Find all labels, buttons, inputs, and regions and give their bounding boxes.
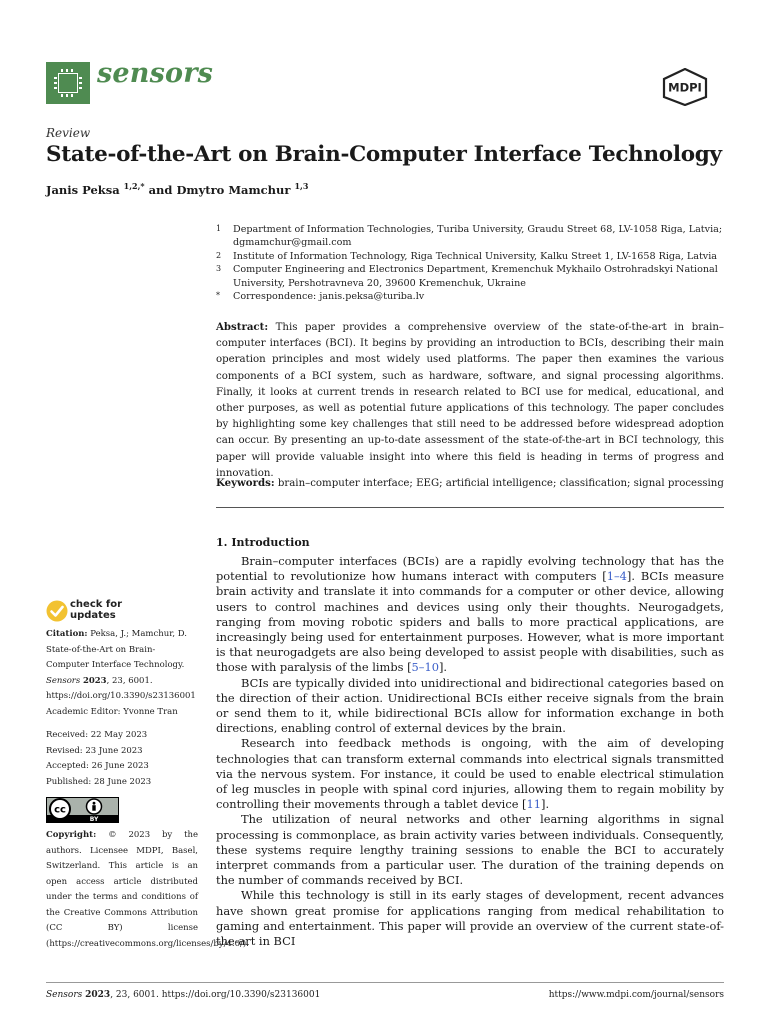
paragraph: Brain–computer interfaces (BCIs) are a rapidly evolving technology that has the potential to revolutionize how humans interact with computers [1–4]. BCIs measure brain activity and translate it into commands for a computer or other device, allowing users to control machines and devices using only their thoughts. Neurogadgets, ranging from moving robotic spiders and balls to more practical applications, are increasingly being used for entertainment purposes. However, what is more important is that neurogadgets are also being developed to assist people with disabilities, such as those with paralysis of the limbs [5–10].: [216, 554, 724, 675]
keywords-label: Keywords:: [216, 477, 275, 489]
affiliation-text: Computer Engineering and Electronics Department, Kremenchuk Mykhailo Ostrohradskyi National University, Pershotravneva 20, 39600 Kremenchuk, Ukraine: [233, 264, 718, 289]
affiliation-item: [216, 290, 726, 303]
affiliation-number: 3: [216, 264, 222, 274]
citation-year: 2023: [82, 675, 107, 686]
abstract-label: Abstract:: [216, 321, 269, 333]
article-title: State-of-the-Art on Brain-Computer Interface Technology: [46, 142, 722, 167]
mdpi-label: MDPI: [668, 80, 702, 95]
citation-label: Citation:: [46, 629, 88, 639]
author-conjunction: and: [148, 182, 173, 197]
revised-date: Revised: 23 June 2023: [46, 745, 143, 756]
author-name[interactable]: Dmytro Mamchur: [176, 182, 291, 197]
footer-journal-url[interactable]: https://www.mdpi.com/journal/sensors: [548, 990, 724, 1000]
mdpi-logo: [662, 68, 708, 106]
article-type: Review: [46, 126, 91, 140]
footer-citation: Sensors 2023, 23, 6001. https://doi.org/10.3390/s23136001: [46, 990, 321, 1000]
chip-icon: [58, 73, 78, 93]
cc-label: cc: [54, 804, 66, 816]
check-for-updates-icon[interactable]: [46, 600, 68, 622]
affiliations: [216, 223, 726, 303]
accepted-date: Accepted: 26 June 2023: [46, 761, 149, 771]
paragraph: Research into feedback methods is ongoing, with the aim of developing technologies that can transform external commands into electrical signals transmitted via the nervous system. For instance, it could be used to enable electrical stimulation of leg muscles in people with spinal cord injuries, allowing them to regain mobility by controlling their movements through a tablet device [11].: [216, 736, 724, 812]
authors: [46, 181, 308, 197]
body-text: [216, 554, 724, 949]
affiliation-number: *: [216, 291, 220, 301]
footer-divider: [46, 982, 724, 983]
journal-name: sensors: [97, 58, 214, 89]
affiliation-item: [216, 263, 726, 290]
published-date: Published: 28 June 2023: [46, 776, 152, 787]
abstract: [216, 319, 724, 482]
correspondence-text[interactable]: Correspondence: janis.peksa@turiba.lv: [233, 291, 425, 303]
citation-block: Citation: Peksa, J.; Mamchur, D. State-of-the-Art on Brain-Computer Interface Technology. Sensors 2023, 23, 6001. https://doi.org/10.3390/s23136001: [46, 629, 196, 701]
received-date: Received: 22 May 2023: [46, 730, 148, 740]
author-affil-sup: 1,3: [294, 181, 309, 191]
citation-link[interactable]: 11: [526, 797, 542, 812]
citation-link[interactable]: 1–4: [606, 569, 627, 584]
keywords-text: brain–computer interface; EEG; artificial intelligence; classification; signal processing: [277, 478, 724, 489]
paragraph: While this technology is still in its early stages of development, recent advances have shown great promise for applications ranging from medical rehabilitation to gaming and entertainment. This paper will provide an overview of the current state-of-the-art in BCI: [216, 888, 724, 949]
affiliation-text: Institute of Information Technology, Riga Technical University, Kalku Street 1, LV-1658 Riga, Latvia: [233, 250, 718, 262]
cc-by-license-icon[interactable]: [46, 797, 119, 823]
affiliation-item: [216, 250, 726, 263]
section-heading: 1. Introduction: [216, 536, 310, 549]
keywords: [216, 475, 724, 492]
copyright-label: Copyright:: [46, 830, 97, 840]
citation-link[interactable]: 5–10: [411, 660, 439, 675]
journal-logo: [46, 62, 90, 104]
author-name[interactable]: Janis Peksa: [46, 182, 120, 197]
section-divider: [216, 507, 724, 508]
check-for-updates-label[interactable]: check for updates: [70, 599, 123, 621]
dates-block: [46, 728, 198, 790]
abstract-text: This paper provides a comprehensive overview of the state-of-the-art in brain–computer interfaces (BCI). It begins by providing an introduction to BCIs, describing their main operation principles and most widely used platforms. The paper then examines the various components of a BCI system, such as hardware, software, and signal processing algorithms. Finally, it looks at current trends in research related to BCI use for medical, educational, and other purposes, as well as potential future applications of this technology. The paper concludes by highlighting some key challenges that still need to be addressed before widespread adoption can occur. By presenting an up-to-date assessment of the state-of-the-art in BCI technology, this paper will provide valuable insight into where this field is heading in terms of progress and innovation.: [216, 322, 724, 479]
paragraph: The utilization of neural networks and other learning algorithms in signal processing is commonplace, as brain activity varies between individuals. Consequently, these systems require lengthy training sessions to enable the BCI to accurately interpret commands from a particular user. The duration of the training depends on the number of commands received by BCI.: [216, 812, 724, 888]
affiliation-number: 2: [216, 250, 222, 260]
affiliation-item: [216, 223, 726, 250]
copyright-block: [46, 828, 249, 952]
affiliation-text: Department of Information Technologies, Turiba University, Graudu Street 68, LV-1058 Riga, Latvia; dgmamchur@gmail.com: [233, 224, 723, 249]
by-label: BY: [89, 816, 99, 823]
copyright-text: © 2023 by the authors. Licensee MDPI, Basel, Switzerland. This article is an open access article distributed under the terms and conditions of the Creative Commons Attribution (CC BY) license (https://creativecommons.org/licenses/by/4.0/).: [46, 830, 249, 949]
academic-editor: Academic Editor: Yvonne Tran: [46, 707, 178, 717]
affiliation-number: 1: [216, 224, 222, 233]
citation-doi[interactable]: , 23, 6001. https://doi.org/10.3390/s23136001: [46, 675, 196, 701]
author-affil-sup: 1,2,*: [123, 181, 145, 191]
paragraph: BCIs are typically divided into unidirectional and bidirectional categories based on the direction of their action. Unidirectional BCIs either receive signals from the brain or send them to it, while bidirectional BCIs allow for information exchange in both directions, enabling control of external devices by the brain.: [216, 675, 724, 736]
footer-doi[interactable]: , 23, 6001. https://doi.org/10.3390/s23136001: [110, 990, 321, 1000]
citation-journal: Sensors: [46, 675, 81, 686]
